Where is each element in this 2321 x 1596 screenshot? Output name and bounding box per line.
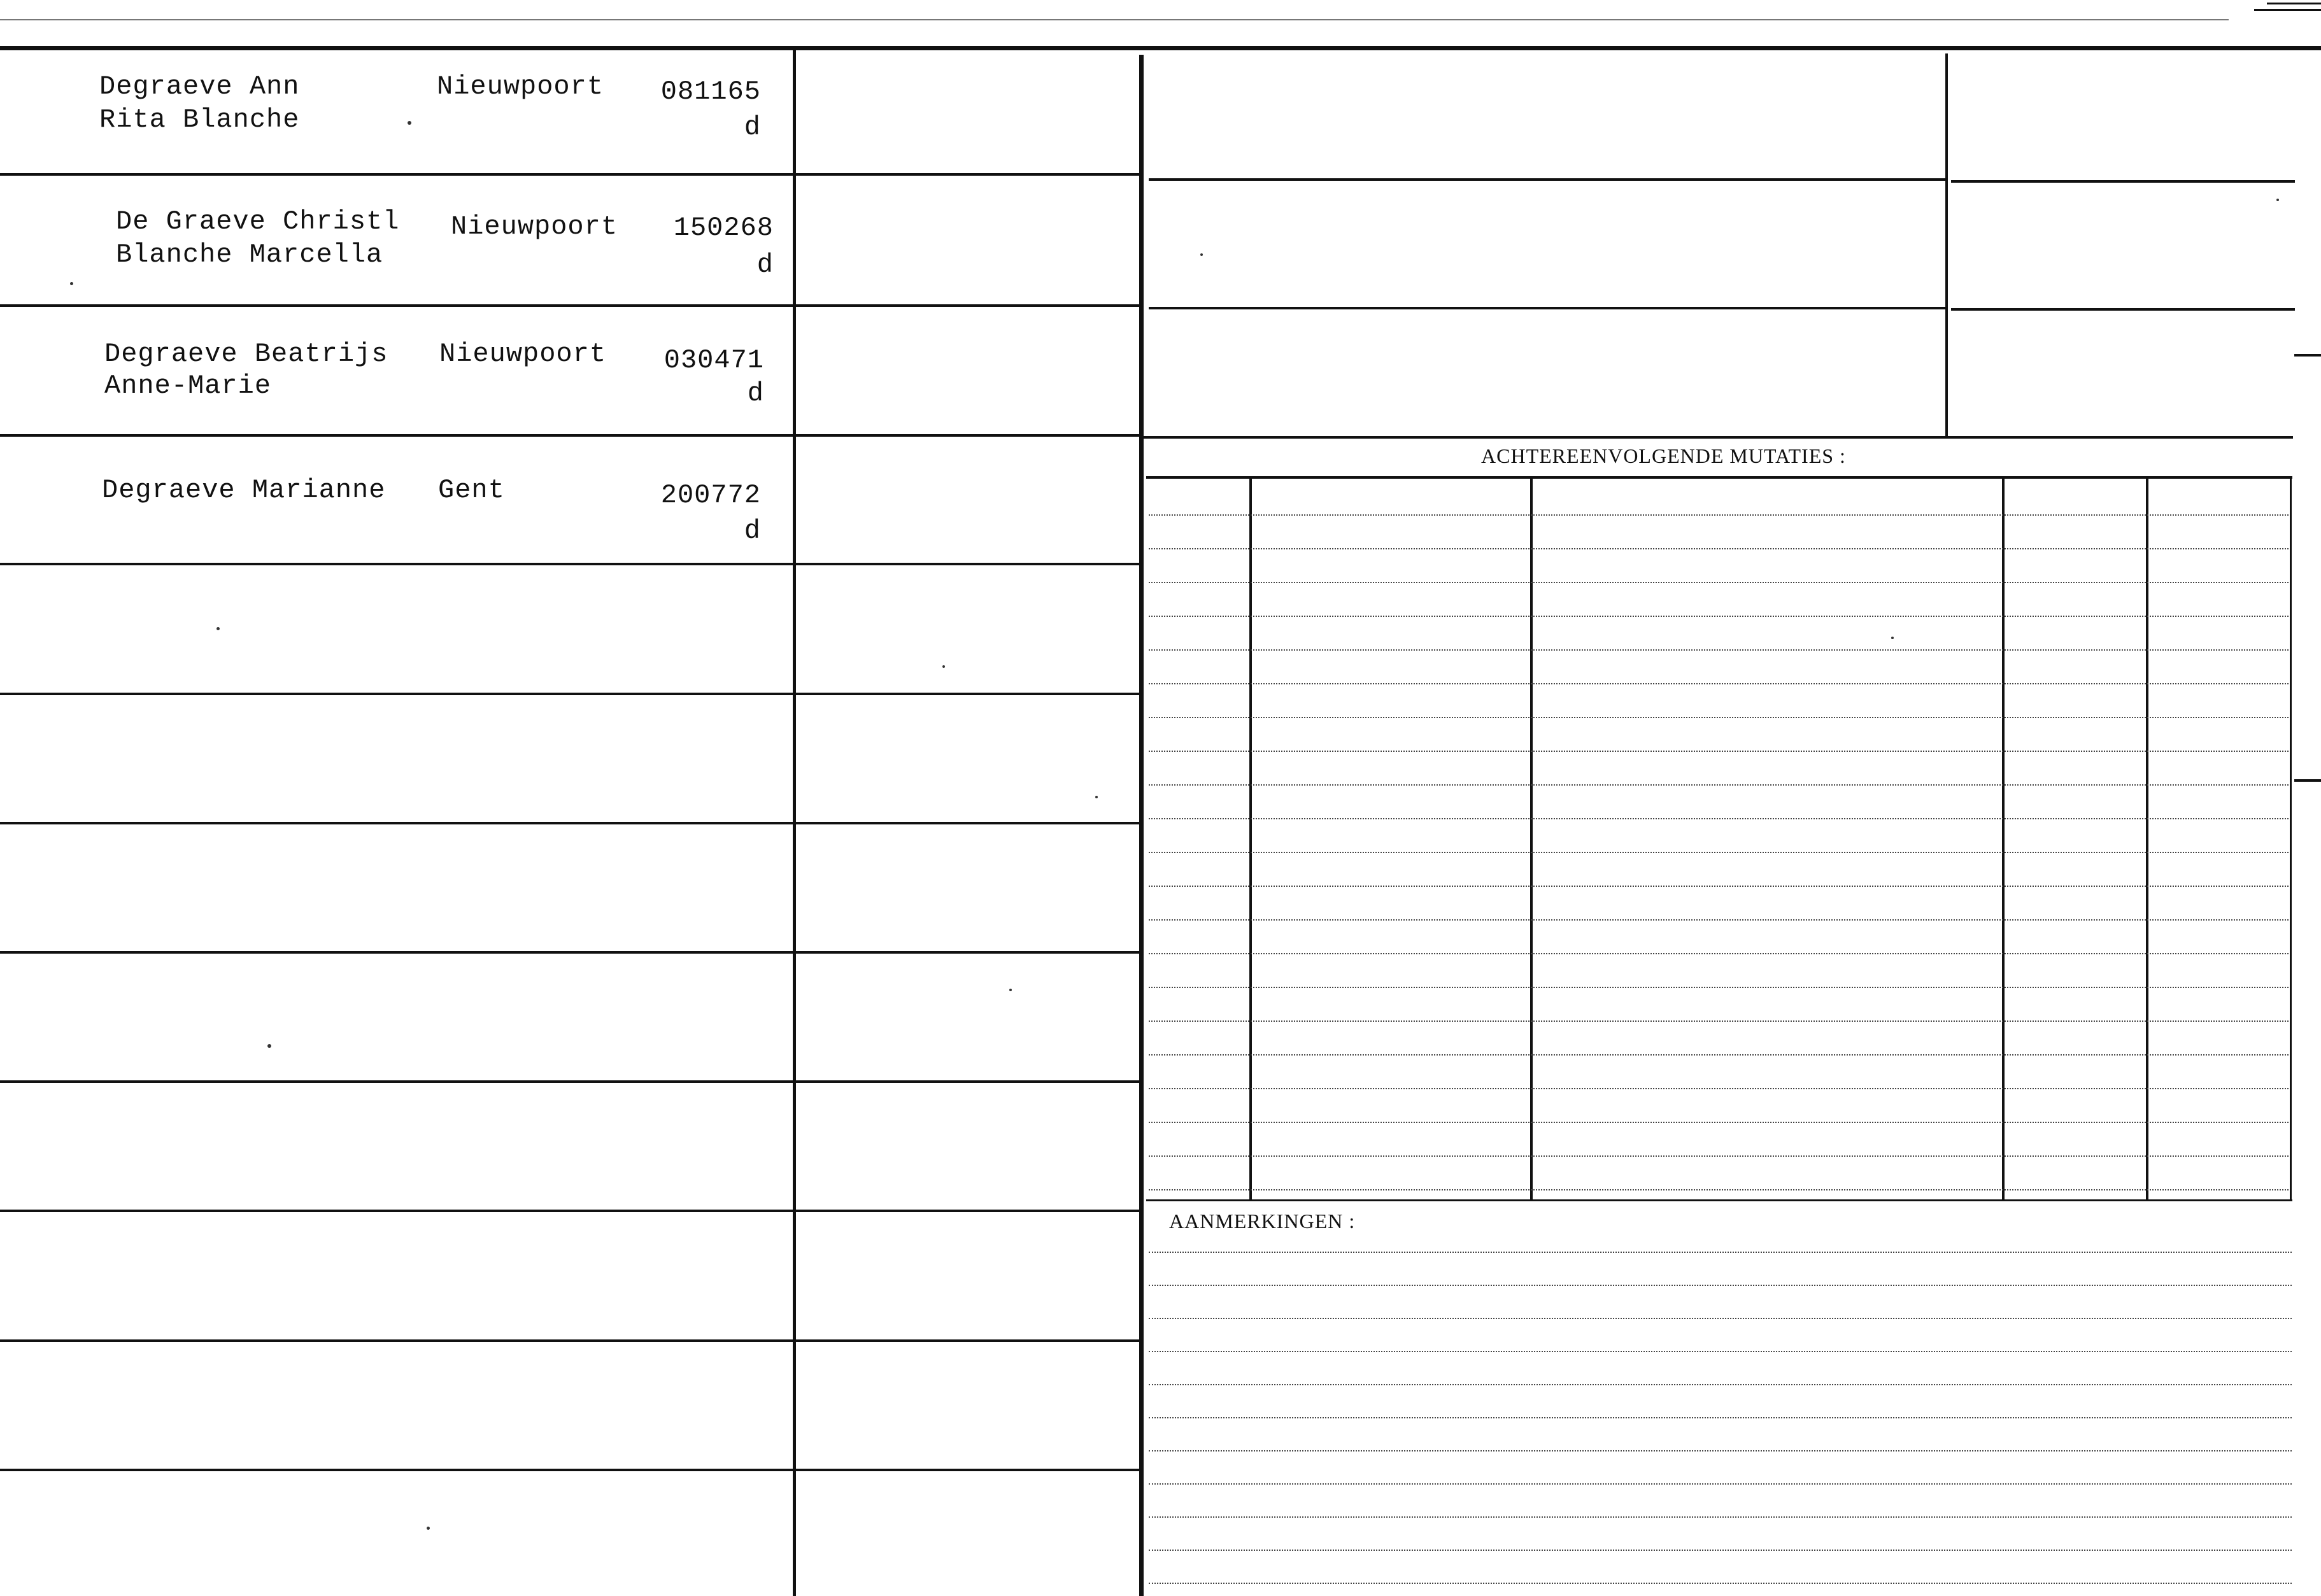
date: 081165 xyxy=(660,76,761,107)
scan-speck xyxy=(1095,796,1098,798)
row-line xyxy=(0,822,1140,824)
scan-speck xyxy=(942,665,945,668)
place: Nieuwpoort xyxy=(437,71,604,102)
scan-speck xyxy=(1009,989,1012,991)
ruled-line xyxy=(1149,818,2289,819)
ruled-line xyxy=(1149,919,2289,921)
row-line xyxy=(0,1339,1140,1342)
ruled-line xyxy=(1149,1252,2292,1253)
ruled-line xyxy=(1149,548,2289,549)
mutations-right-border xyxy=(2290,477,2292,1201)
ruled-line xyxy=(1149,1122,2289,1123)
place: Gent xyxy=(438,475,505,505)
ruled-line xyxy=(1149,1516,2292,1518)
date: 150268 xyxy=(673,213,774,243)
ruled-line xyxy=(1149,1583,2292,1584)
status: d xyxy=(744,516,761,546)
ruled-line xyxy=(1149,784,2289,786)
mutations-heading: ACHTEREENVOLGENDE MUTATIES : xyxy=(1481,444,1846,467)
ruled-line xyxy=(1149,1189,2289,1190)
ruled-line xyxy=(1149,514,2289,516)
name-line-1: De Graeve Christl xyxy=(116,206,400,237)
ruled-line xyxy=(1149,616,2289,617)
row-line xyxy=(0,951,1140,954)
ruled-line xyxy=(1149,886,2289,887)
page-divider xyxy=(1139,55,1144,1596)
place: Nieuwpoort xyxy=(439,339,607,369)
name-line-2: Anne-Marie xyxy=(104,371,272,401)
scan-speck xyxy=(216,627,220,630)
row-line xyxy=(0,1210,1140,1212)
ruled-line xyxy=(1149,1020,2289,1022)
place: Nieuwpoort xyxy=(451,211,618,242)
ruled-line xyxy=(1149,1318,2292,1319)
status: d xyxy=(756,250,774,280)
ruled-line xyxy=(1149,1285,2292,1286)
row-line xyxy=(0,1469,1140,1471)
ruled-line xyxy=(1149,1054,2289,1056)
ruled-line xyxy=(1149,1351,2292,1352)
margin-tick xyxy=(2294,354,2321,357)
name-line-2: Blanche Marcella xyxy=(116,239,383,270)
right-row-line xyxy=(1144,436,2293,439)
right-row-line xyxy=(1149,178,1946,181)
top-edge-scan xyxy=(0,19,2229,20)
mutations-col-divider xyxy=(1530,479,1533,1199)
mutations-bottom-line xyxy=(1146,1199,2292,1201)
scan-speck xyxy=(267,1044,271,1048)
name-line-1: Degraeve Ann xyxy=(99,71,300,102)
scan-speck xyxy=(2276,199,2279,201)
scan-speck xyxy=(408,121,411,125)
mutations-col-divider xyxy=(1249,479,1252,1199)
ruled-line xyxy=(1149,1550,2292,1551)
right-box-divider xyxy=(1945,53,1948,437)
scan-speck xyxy=(70,282,73,285)
ruled-line xyxy=(1149,1417,2292,1418)
row-line xyxy=(0,693,1140,695)
remarks-heading: AANMERKINGEN : xyxy=(1169,1210,1356,1232)
row-line xyxy=(0,173,1140,176)
ruled-line xyxy=(1149,649,2289,651)
ruled-line xyxy=(1149,1450,2292,1451)
ruled-line xyxy=(1149,1155,2289,1157)
right-row-line xyxy=(1951,308,2295,311)
ruled-line xyxy=(1149,953,2289,954)
mutations-col-divider xyxy=(2146,479,2148,1199)
ruled-line xyxy=(1149,751,2289,752)
ruled-line xyxy=(1149,1483,2292,1485)
margin-tick xyxy=(2267,3,2321,4)
name-line-1: Degraeve Beatrijs xyxy=(104,339,388,369)
name-line-2: Rita Blanche xyxy=(99,104,300,135)
margin-tick xyxy=(2294,779,2321,782)
right-row-line xyxy=(1951,180,2295,183)
status: d xyxy=(747,378,764,409)
record-row xyxy=(0,205,790,307)
ruled-line xyxy=(1149,1384,2292,1385)
status: d xyxy=(744,112,761,143)
scan-speck xyxy=(1200,253,1203,256)
ruled-line xyxy=(1149,582,2289,583)
name-line-1: Degraeve Marianne xyxy=(102,475,386,505)
date: 200772 xyxy=(660,480,761,511)
mutations-top-line xyxy=(1146,476,2292,479)
margin-tick xyxy=(2254,9,2321,11)
ruled-line xyxy=(1149,1088,2289,1089)
ruled-line xyxy=(1149,852,2289,853)
ruled-line xyxy=(1149,987,2289,988)
date: 030471 xyxy=(664,345,764,376)
mutations-col-divider xyxy=(2002,479,2005,1199)
record-row xyxy=(0,337,790,439)
ruled-line xyxy=(1149,717,2289,718)
scan-speck xyxy=(1891,637,1894,639)
ruled-line xyxy=(1149,683,2289,684)
record-row xyxy=(0,70,790,172)
record-row xyxy=(0,474,790,576)
right-row-line xyxy=(1149,307,1946,309)
top-border xyxy=(0,46,2321,50)
row-line xyxy=(0,1080,1140,1083)
scan-speck xyxy=(427,1527,430,1530)
